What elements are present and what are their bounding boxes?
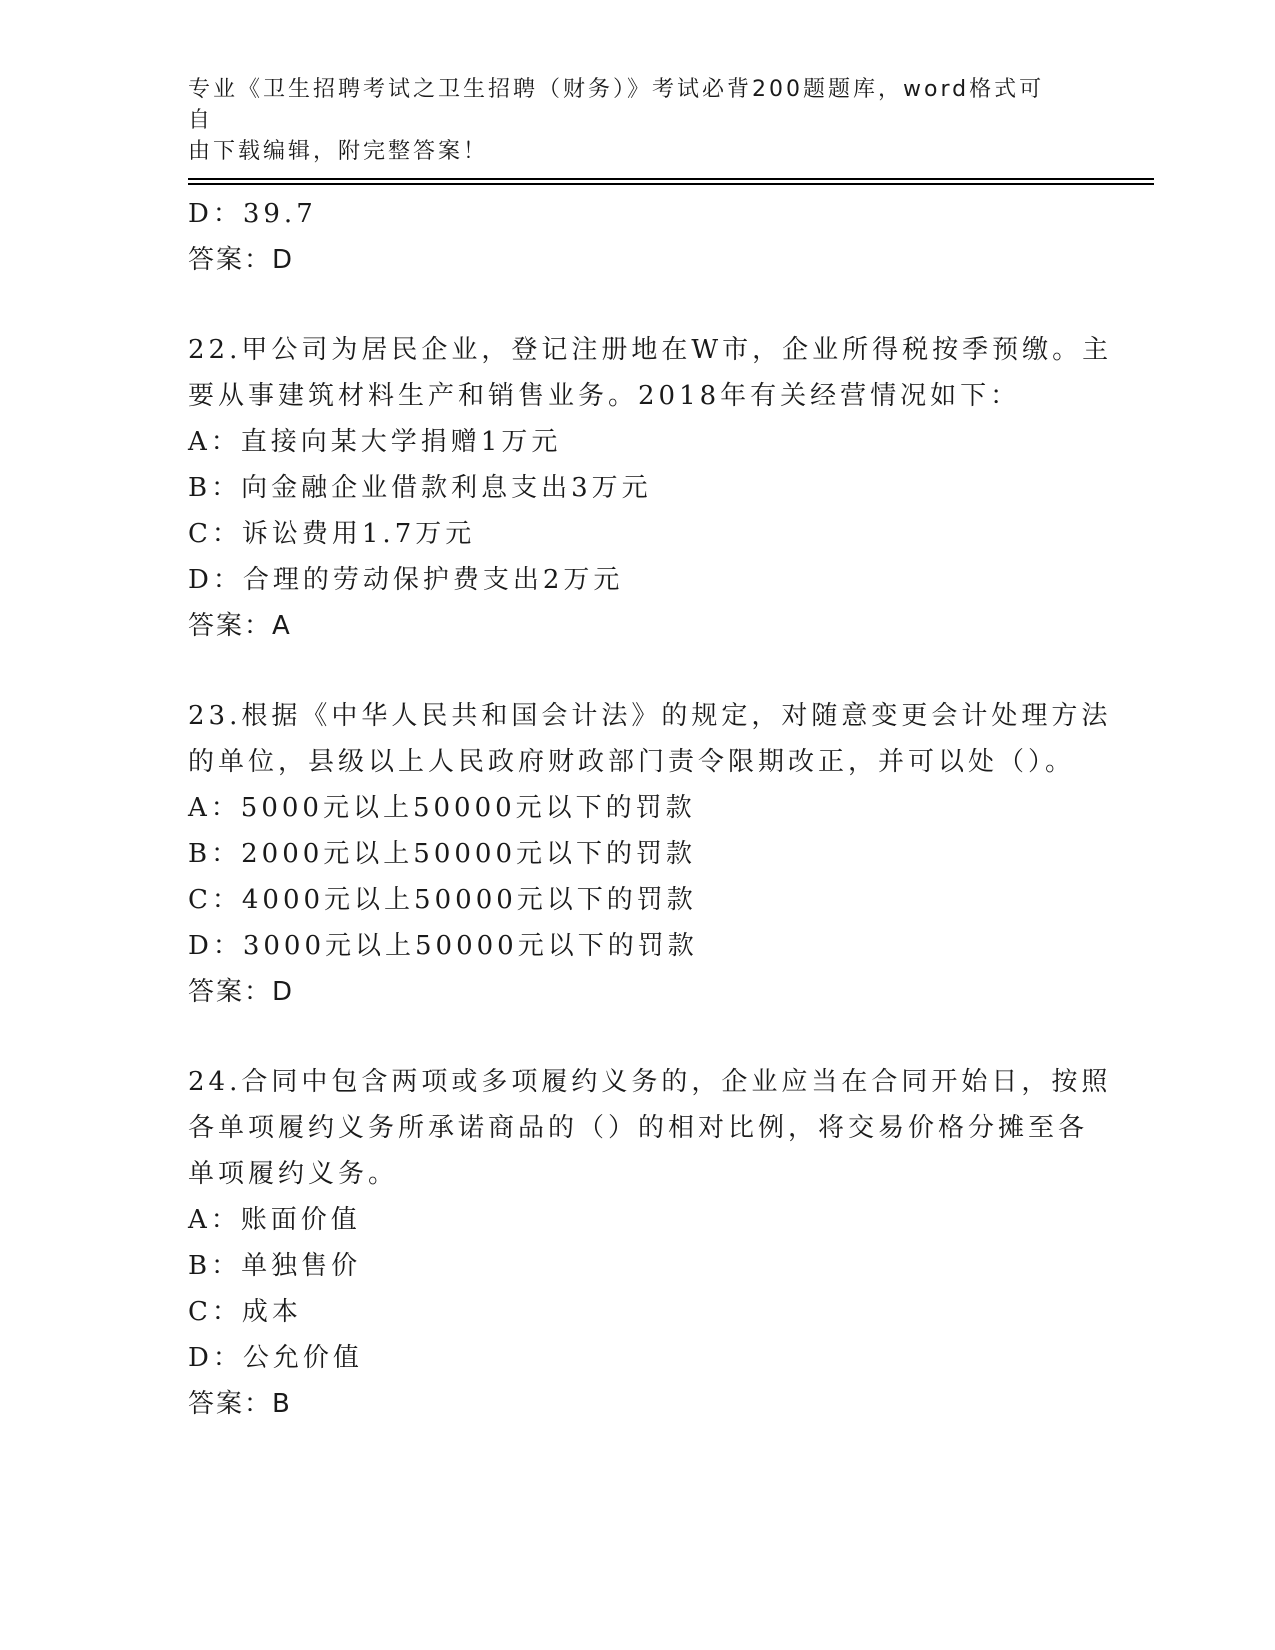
question-24-option-b: B：单独售价 [188,1251,362,1281]
question-23 [188,693,1112,1015]
question-22 [188,327,1113,649]
question-24-option-c: C：成本 [188,1297,302,1327]
question-24-stem-line-2: 各单项履约义务所承诺商品的（）的相对比例，将交易价格分摊至各 [188,1113,1089,1143]
question-22-option-a: A：直接向某大学捐赠1万元 [188,427,562,457]
question-23-stem-line-1: 23.根据《中华人民共和国会计法》的规定，对随意变更会计处理方法 [188,701,1112,731]
question-22-option-b: B：向金融企业借款利息支出3万元 [188,473,652,503]
question-23-option-d: D：3000元以上50000元以下的罚款 [188,931,698,961]
header-rule-top [188,178,1154,180]
question-22-option-c: C：诉讼费用1.7万元 [188,519,476,549]
question-24-stem-line-1: 24.合同中包含两项或多项履约义务的，企业应当在合同开始日，按照 [188,1067,1112,1097]
header-line-2: 由下载编辑，附完整答案！ [188,139,489,164]
question-23-option-b: B：2000元以上50000元以下的罚款 [188,839,696,869]
question-23-stem-line-2: 的单位，县级以上人民政府财政部门责令限期改正，并可以处（）。 [188,747,1076,777]
spacer [188,283,1088,327]
prev-option-d: D：39.7 [188,199,317,229]
question-23-option-a: A：5000元以上50000元以下的罚款 [188,793,696,823]
spacer [188,1015,1088,1059]
question-23-answer: 答案：D [188,977,295,1007]
question-22-answer: 答案：A [188,611,292,641]
question-24-stem-line-3: 单项履约义务。 [188,1159,399,1189]
question-24-answer: 答案：B [188,1389,292,1419]
question-22-stem-line-1: 22.甲公司为居民企业，登记注册地在W市，企业所得税按季预缴。主 [188,335,1113,365]
prev-answer: 答案：D [188,245,295,275]
question-24 [188,1059,1112,1427]
spacer [188,649,1088,693]
document-header [188,74,1068,167]
question-22-option-d: D：合理的劳动保护费支出2万元 [188,565,624,595]
question-24-option-d: D：公允价值 [188,1343,363,1373]
question-content [188,191,1113,1427]
header-rule-bottom [188,183,1154,185]
question-24-option-a: A：账面价值 [188,1205,361,1235]
question-22-stem-line-2: 要从事建筑材料生产和销售业务。2018年有关经营情况如下： [188,381,1021,411]
header-line-1: 专业《卫生招聘考试之卫生招聘（财务）》考试必背200题题库，word格式可自 [188,77,1045,133]
question-23-option-c: C：4000元以上50000元以下的罚款 [188,885,697,915]
